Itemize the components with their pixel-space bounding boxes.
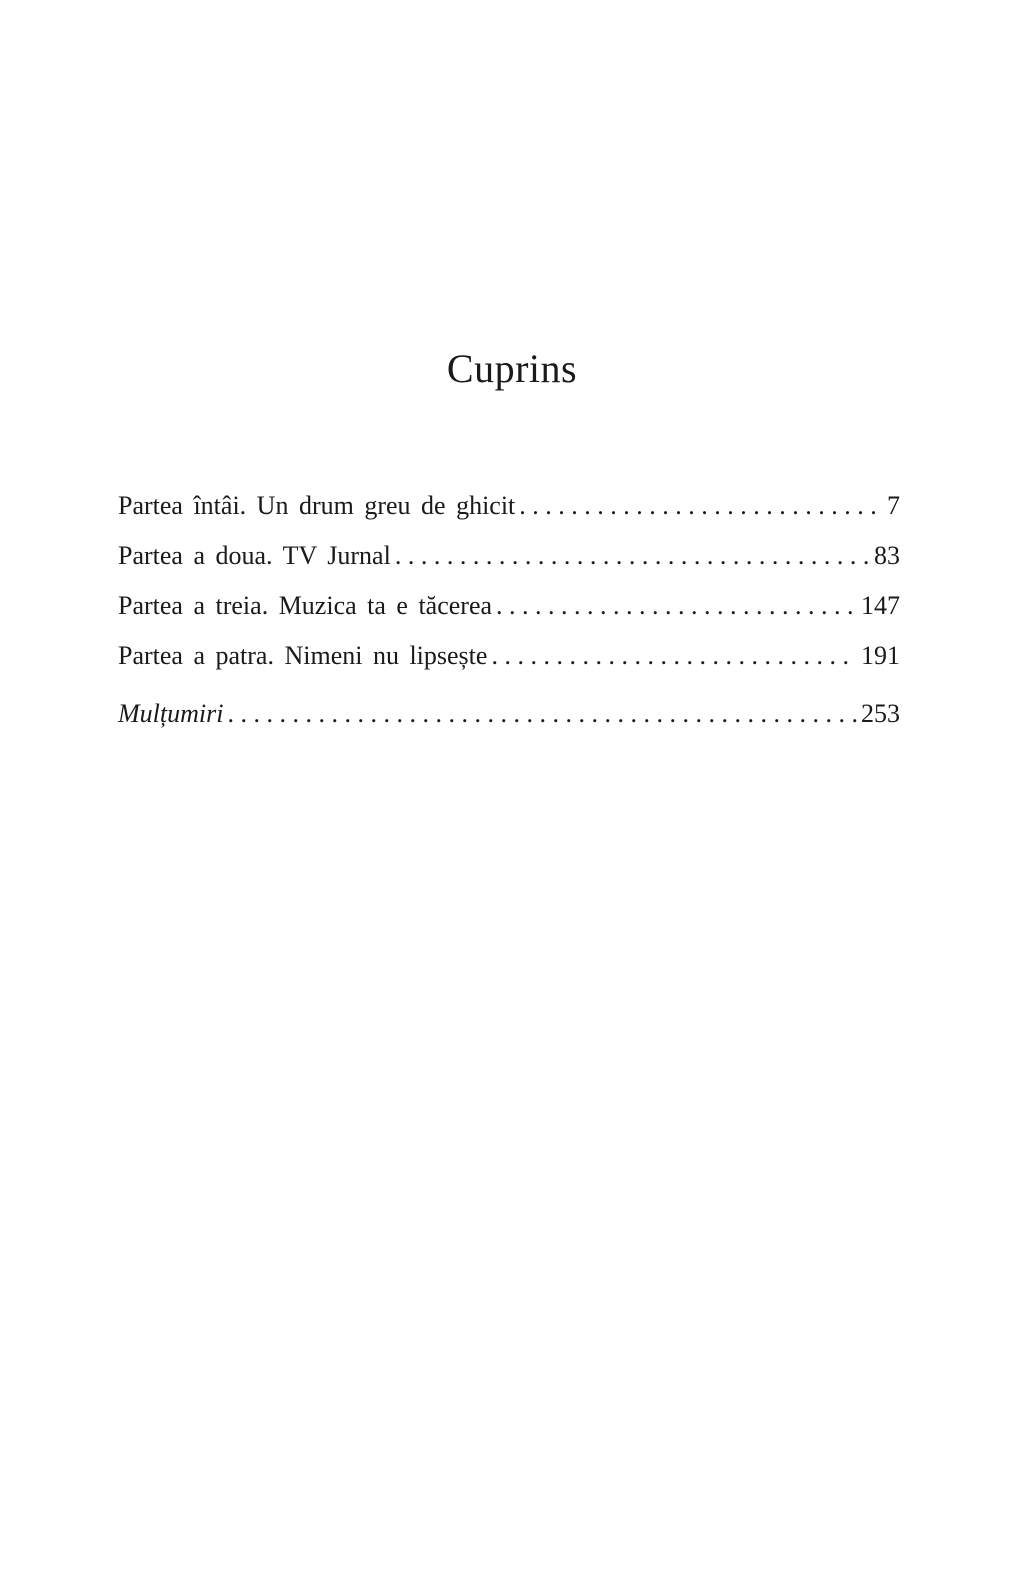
toc-entry-title: Partea a patra. Nimeni nu lipsește <box>118 641 488 670</box>
toc-entry <box>118 484 900 534</box>
toc-entry-page-number: 7 <box>887 491 900 520</box>
table-of-contents <box>118 484 900 742</box>
dot-leader <box>496 584 857 628</box>
page-title: Cuprins <box>446 346 578 391</box>
toc-entry-title: Partea a treia. Muzica ta e tăcerea <box>118 591 493 620</box>
dot-leader <box>491 634 857 678</box>
toc-entry <box>118 634 900 684</box>
toc-entry <box>118 584 900 634</box>
dot-leader <box>395 534 870 578</box>
toc-entry-page-number: 191 <box>861 641 900 670</box>
toc-entry-title: Partea a doua. TV Jurnal <box>118 541 391 570</box>
toc-entry-title: Partea întâi. Un drum greu de ghicit <box>118 491 516 520</box>
dot-leader <box>519 484 883 528</box>
toc-entry-page-number: 253 <box>861 699 900 728</box>
toc-entry <box>118 534 900 584</box>
toc-entry-title: Mulțumiri <box>118 699 224 728</box>
toc-entry <box>118 692 900 742</box>
toc-entry-page-number: 147 <box>861 591 900 620</box>
toc-entry-page-number: 83 <box>874 541 900 570</box>
dot-leader <box>227 692 857 736</box>
